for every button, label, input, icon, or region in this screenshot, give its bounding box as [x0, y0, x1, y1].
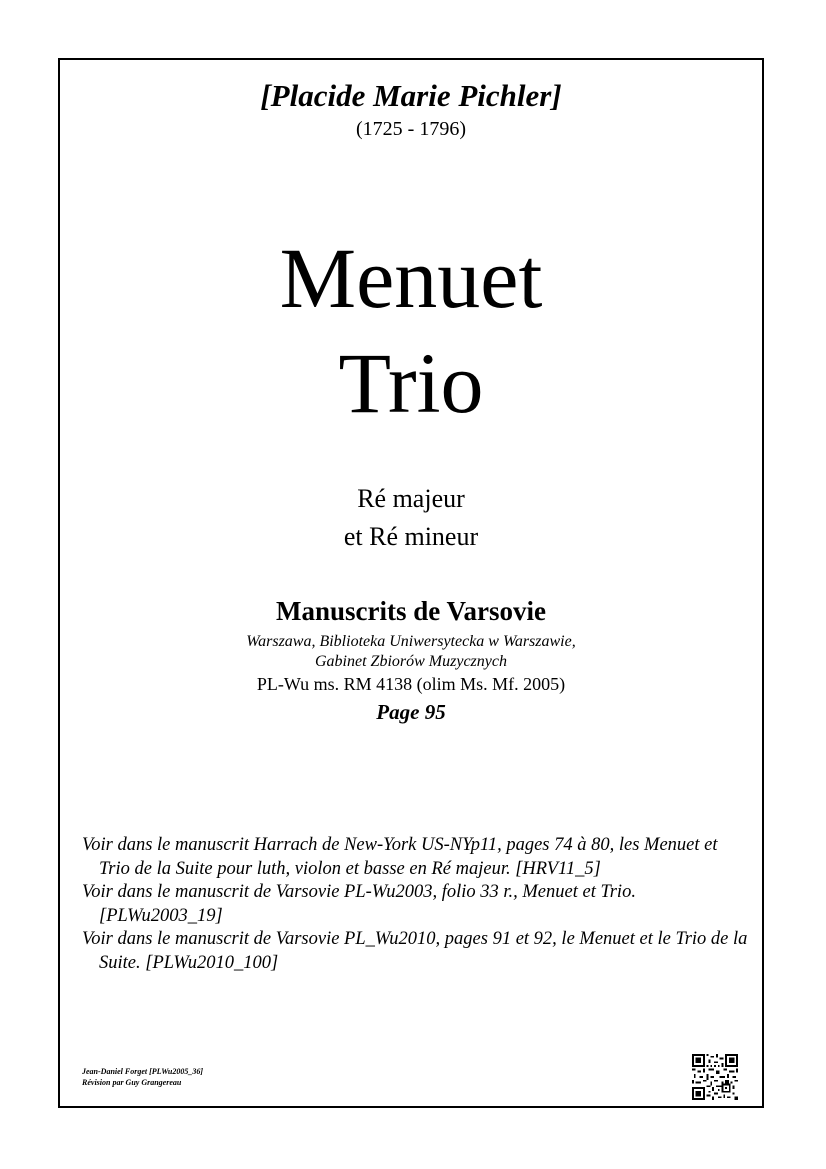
library-line-2: Gabinet Zbiorów Muzycznych — [315, 653, 507, 670]
note-harrach: Voir dans le manuscrit Harrach de New-York US-NYp11, pages 74 à 80, les Menuet et Trio de la Suite pour luth, violon et basse en Ré majeur. [HRV11_5] — [82, 835, 718, 879]
library-line-1: Warszawa, Biblioteka Uniwersytecka w Warszawie, — [246, 633, 576, 650]
title-menuet: Menuet — [279, 230, 543, 326]
note-plwu2003: Voir dans le manuscrit de Varsovie PL-Wu2003, folio 33 r., Menuet et Trio. [PLWu2003_19] — [82, 882, 636, 926]
shelfmark: PL-Wu ms. RM 4138 (olim Ms. Mf. 2005) — [256, 674, 566, 694]
composer-dates: (1725 - 1796) — [356, 118, 466, 140]
title-trio: Trio — [338, 335, 484, 431]
credits — [82, 1066, 203, 1088]
qr-code-icon — [692, 1054, 738, 1100]
page-border — [58, 58, 764, 1108]
composer-name: [Placide Marie Pichler] — [260, 78, 562, 113]
collection-title: Manuscrits de Varsovie — [276, 596, 546, 626]
credit-revision: Révision par Guy Grangereau — [82, 1078, 182, 1087]
note-plwu2010: Voir dans le manuscrit de Varsovie PL_Wu2010, pages 91 et 92, le Menuet et le Trio de la Suite. [PLWu2010_100] — [82, 929, 748, 973]
library-info — [60, 632, 762, 672]
page-reference: Page 95 — [376, 700, 446, 724]
key-minor: et Ré mineur — [343, 522, 479, 551]
key-major: Ré majeur — [357, 484, 465, 513]
notes-section — [82, 834, 748, 975]
credit-author: Jean-Daniel Forget [PLWu2005_36] — [82, 1067, 204, 1076]
